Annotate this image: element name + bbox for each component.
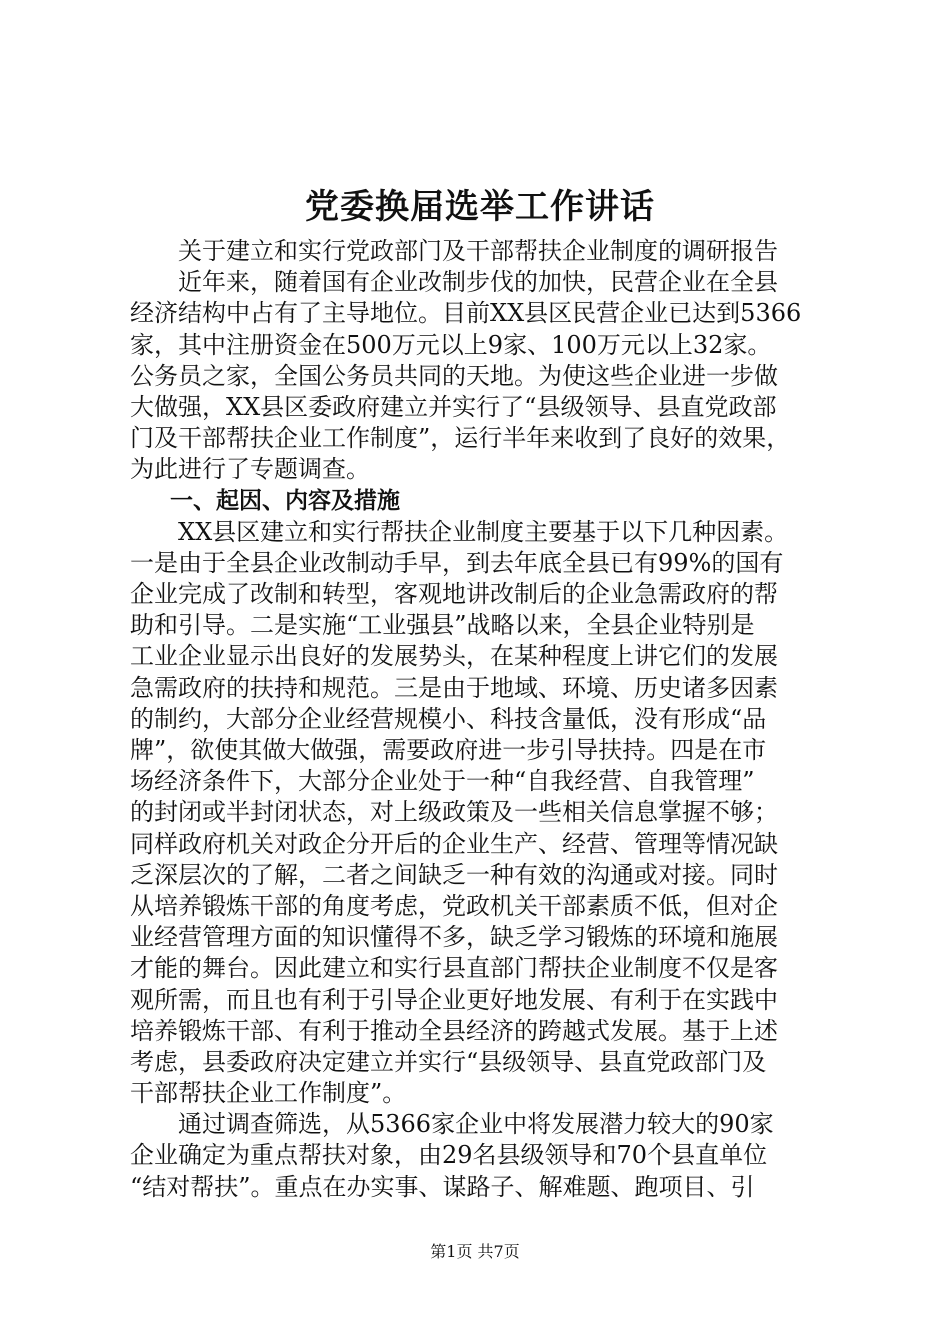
paragraph-line: 近年来，随着国有企业改制步伐的加快，民营企业在全县 xyxy=(178,268,778,297)
paragraph-line: 公务员之家，全国公务员共同的天地。为使这些企业进一步做 xyxy=(130,361,778,390)
paragraph-line: 同样政府机关对政企分开后的企业生产、经营、管理等情况缺 xyxy=(130,829,778,858)
paragraph-line: 工业企业显示出良好的发展势头，在某种程度上讲它们的发展 xyxy=(130,642,778,671)
paragraph-line: 的封闭或半封闭状态，对上级政策及一些相关信息掌握不够； xyxy=(130,798,778,827)
paragraph-line: 乏深层次的了解，二者之间缺乏一种有效的沟通或对接。同时 xyxy=(130,860,778,889)
paragraph-intro xyxy=(130,267,830,485)
paragraph-line: “结对帮扶”。重点在办实事、谋路子、解难题、跑项目、引 xyxy=(130,1172,755,1201)
paragraph-causes xyxy=(130,517,830,1110)
paragraph-line: 家，其中注册资金在500万元以上9家、100万元以上32家。 xyxy=(130,330,772,359)
paragraph-line: 为此进行了专题调查。 xyxy=(130,455,370,484)
paragraph-line: 业经营管理方面的知识懂得不多，缺乏学习锻炼的环境和施展 xyxy=(130,923,778,952)
paragraph-line: 观所需，而且也有利于引导企业更好地发展、有利于在实践中 xyxy=(130,985,778,1014)
document-page xyxy=(130,182,830,1203)
page-footer: 第1页 共7页 xyxy=(430,1242,520,1261)
report-subtitle: 关于建立和实行党政部门及干部帮扶企业制度的调研报告 xyxy=(178,237,778,265)
paragraph-line: 才能的舞台。因此建立和实行县直部门帮扶企业制度不仅是客 xyxy=(130,954,778,983)
paragraph-line: 培养锻炼干部、有利于推动全县经济的跨越式发展。基于上述 xyxy=(130,1016,778,1045)
section-heading: 一、起因、内容及措施 xyxy=(170,487,400,514)
paragraph-survey xyxy=(130,1109,830,1203)
paragraph-line: 大做强，XX县区委政府建立并实行了“县级领导、县直党政部 xyxy=(130,392,777,421)
paragraph-line: XX县区建立和实行帮扶企业制度主要基于以下几种因素。 xyxy=(178,517,789,546)
paragraph-line: 急需政府的扶持和规范。三是由于地域、环境、历史诸多因素 xyxy=(130,673,778,702)
paragraph-line: 助和引导。二是实施“工业强县”战略以来，全县企业特别是 xyxy=(130,611,755,640)
paragraph-line: 干部帮扶企业工作制度”。 xyxy=(130,1079,407,1108)
paragraph-line: 从培养锻炼干部的角度考虑，党政机关干部素质不低，但对企 xyxy=(130,891,778,920)
paragraph-line: 企业确定为重点帮扶对象，由29名县级领导和70个县直单位 xyxy=(130,1141,768,1170)
paragraph-line: 的制约，大部分企业经营规模小、科技含量低，没有形成“品 xyxy=(130,704,767,733)
paragraph-line: 经济结构中占有了主导地位。目前XX县区民营企业已达到5366 xyxy=(130,299,802,328)
paragraph-line: 门及干部帮扶企业工作制度”，运行半年来收到了良好的效果， xyxy=(130,424,791,453)
paragraph-line: 企业完成了改制和转型，客观地讲改制后的企业急需政府的帮 xyxy=(130,580,778,609)
document-title: 党委换届选举工作讲话 xyxy=(305,187,655,227)
paragraph-line: 牌”，欲使其做大做强，需要政府进一步引导扶持。四是在市 xyxy=(130,736,767,764)
paragraph-line: 考虑，县委政府决定建立并实行“县级领导、县直党政部门及 xyxy=(130,1047,767,1076)
paragraph-line: 场经济条件下，大部分企业处于一种“自我经营、自我管理” xyxy=(130,767,755,796)
paragraph-line: 通过调查筛选，从5366家企业中将发展潜力较大的90家 xyxy=(178,1110,774,1139)
paragraph-line: 一是由于全县企业改制动手早，到去年底全县已有99%的国有 xyxy=(130,548,784,577)
